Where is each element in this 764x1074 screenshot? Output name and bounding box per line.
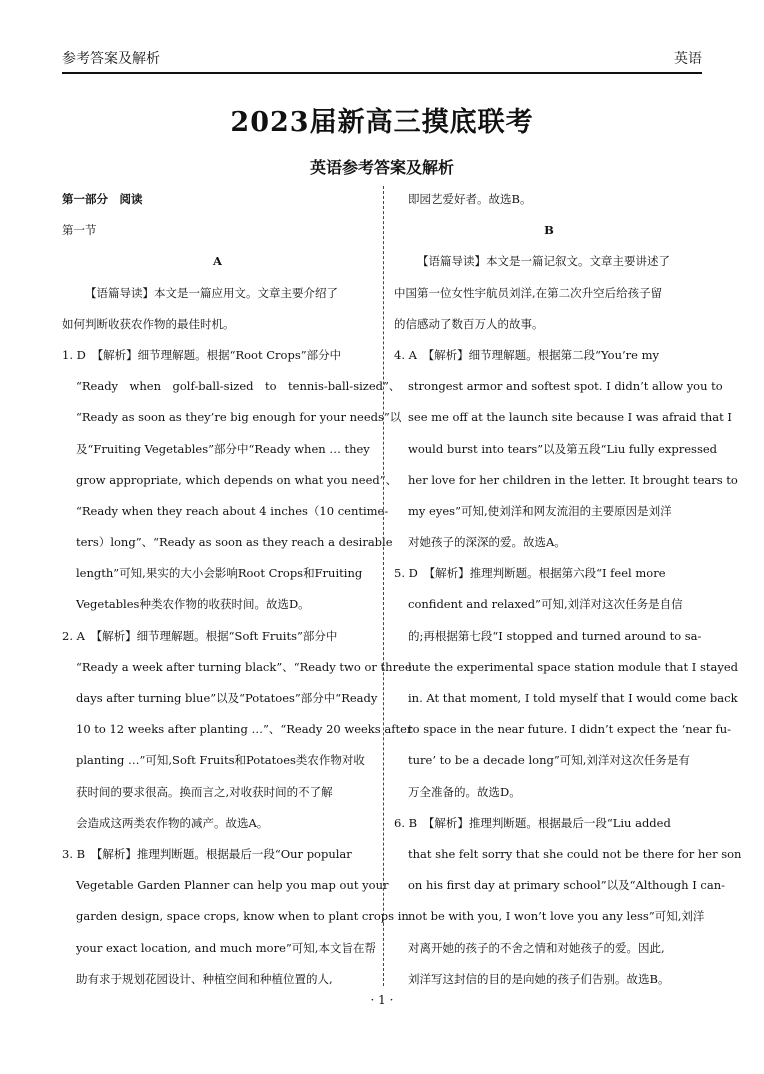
text-line: A: [213, 254, 222, 269]
text-line: 1. D 【解析】细节理解题。根据“Root Crops”部分中: [62, 347, 342, 362]
text-line: 及“Fruiting Vegetables”部分中“Ready when … they: [76, 441, 370, 456]
text-line: 的信感动了数百万人的故事。: [394, 316, 544, 331]
text-line: ters）long”、“Ready as soon as they reach a desirable: [76, 535, 393, 550]
text-line: 获时间的要求很高。换而言之,对收获时间的不了解: [76, 784, 333, 799]
text-line: 10 to 12 weeks after planting …”、“Ready 20 weeks after: [76, 722, 413, 737]
header-left-label: 参考答案及解析: [62, 51, 160, 67]
text-line: 3. B 【解析】推理判断题。根据最后一段“Our popular: [62, 846, 352, 861]
header-subject-label: 英语: [674, 51, 702, 67]
text-line: 助有求于规划花园设计、种植空间和种植位置的人,: [76, 971, 333, 986]
text-line: days after turning blue”以及“Potatoes”部分中“Ready: [76, 691, 378, 705]
text-line: strongest armor and softest spot. I didn’t allow you to: [408, 379, 723, 394]
right-column: [394, 184, 742, 995]
text-line: that she felt sorry that she could not be there for her son: [408, 846, 742, 861]
text-line: Vegetable Garden Planner can help you map out your: [76, 878, 389, 893]
text-line: 【语篇导读】本文是一篇应用文。文章主要介绍了: [85, 285, 338, 300]
text-line: 即园艺爱好者。故选B。: [408, 192, 532, 206]
text-line: in. At that moment, I told myself that I would come back: [408, 691, 738, 705]
text-line: 4. A 【解析】细节理解题。根据第二段“You’re my: [394, 347, 659, 362]
text-line: to space in the near future. I didn’t expect the ‘near fu-: [408, 722, 732, 737]
text-line: 如何判断收获农作物的最佳时机。: [62, 316, 235, 331]
text-line: 第一部分 阅读: [62, 192, 143, 206]
text-line: confident and relaxed”可知,刘洋对这次任务是自信: [408, 597, 683, 612]
text-line: “Ready when golf-ball-sized to tennis-ball-sized”、: [76, 379, 401, 394]
text-line: my eyes”可知,使刘洋和网友流泪的主要原因是刘洋: [408, 503, 672, 518]
page-number: · 1 ·: [370, 993, 394, 1007]
text-line: B: [544, 223, 554, 238]
text-line: 中国第一位女性宇航员刘洋,在第二次升空后给孩子留: [394, 285, 663, 300]
page-subtitle: 英语参考答案及解析: [309, 158, 454, 177]
text-line: “Ready a week after turning black”、“Ready two or three: [76, 659, 412, 674]
text-line: 2. A 【解析】细节理解题。根据“Soft Fruits”部分中: [62, 628, 338, 643]
page-title: 2023届新高三摸底联考: [230, 107, 534, 138]
text-line: 5. D 【解析】推理判断题。根据第六段“I feel more: [394, 566, 666, 581]
header-rule: [62, 72, 702, 74]
text-line: 的;再根据第七段“I stopped and turned around to sa-: [408, 628, 702, 643]
text-line: 刘洋写这封信的目的是向她的孩子们告别。故选B。: [408, 971, 670, 986]
text-line: lute the experimental space station module that I stayed: [408, 659, 739, 674]
text-line: your exact location, and much more”可知,本文旨在帮: [76, 940, 376, 955]
text-line: length”可知,果实的大小会影响Root Crops和Fruiting: [76, 566, 363, 581]
text-line: grow appropriate, which depends on what you need”、: [76, 472, 398, 487]
text-line: 6. B 【解析】推理判断题。根据最后一段“Liu added: [394, 815, 671, 830]
page-header: [62, 44, 702, 72]
text-line: garden design, space crops, know when to plant crops in: [76, 909, 409, 924]
text-line: on his first day at primary school”以及“Although I can-: [408, 878, 726, 893]
text-line: would burst into tears”以及第五段“Liu fully expressed: [408, 441, 718, 456]
text-line: see me off at the launch site because I was afraid that I: [408, 410, 732, 425]
left-column: [62, 184, 413, 995]
text-line: 万全准备的。故选D。: [408, 784, 521, 799]
text-line: not be with you, I won’t love you any less”可知,刘洋: [408, 909, 705, 924]
text-line: 【语篇导读】本文是一篇记叙文。文章主要讲述了: [417, 254, 670, 269]
text-line: 会造成这两类农作物的减产。故选A。: [76, 815, 269, 830]
text-line: 对她孩子的深深的爱。故选A。: [408, 535, 566, 550]
text-line: ture’ to be a decade long”可知,刘洋对这次任务是有: [408, 753, 690, 768]
column-divider: [383, 186, 384, 986]
text-line: “Ready as soon as they’re big enough for your needs”以: [76, 410, 402, 425]
text-line: Vegetables种类农作物的收获时间。故选D。: [76, 597, 310, 612]
text-line: 第一节: [62, 223, 97, 238]
text-line: “Ready when they reach about 4 inches（10 centime-: [76, 503, 389, 518]
text-line: planting …”可知,Soft Fruits和Potatoes类农作物对收: [76, 753, 365, 768]
text-line: 对离开她的孩子的不舍之情和对她孩子的爱。因此,: [408, 940, 665, 955]
text-line: her love for her children in the letter. It brought tears to: [408, 472, 738, 487]
